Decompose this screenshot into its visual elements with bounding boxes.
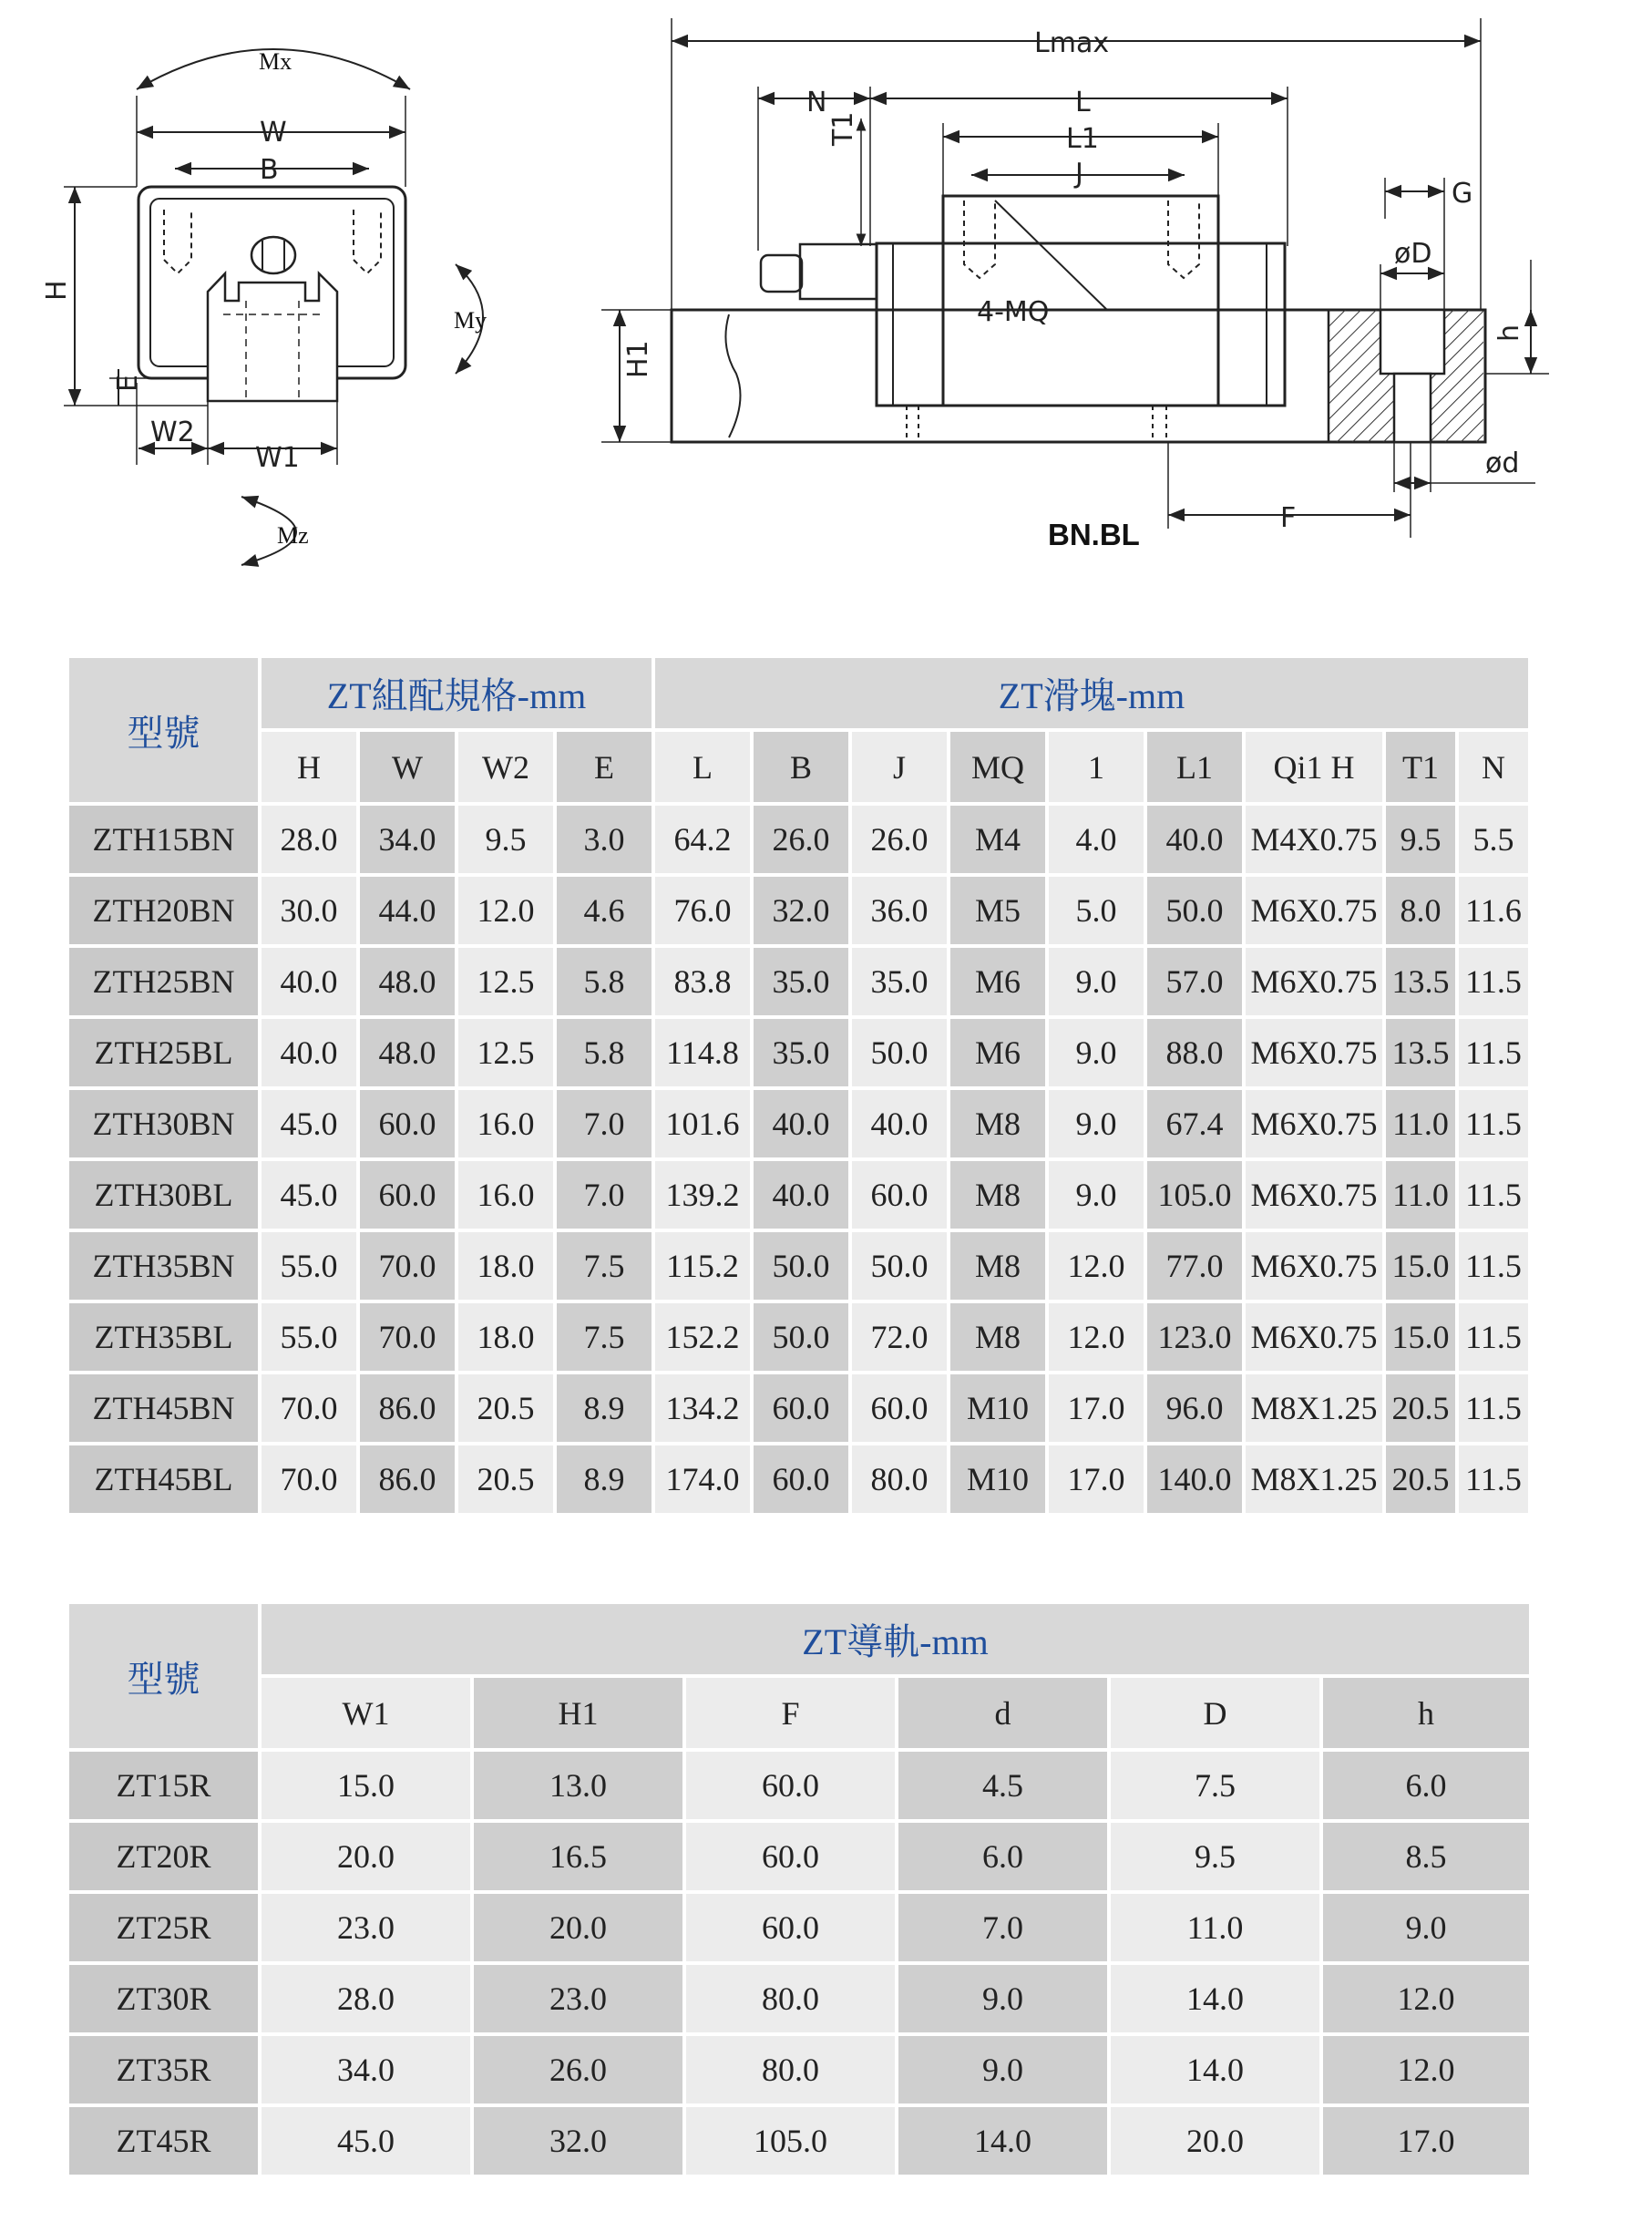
block-col-header: W2 [458, 732, 553, 802]
rail-model-header: 型號 [69, 1604, 258, 1748]
model-cell: ZT15R [69, 1752, 258, 1819]
table-cell: 12.0 [1323, 2036, 1529, 2103]
model-cell: ZTH35BN [69, 1232, 258, 1300]
table-row [69, 2036, 1529, 2103]
table-cell: 14.0 [898, 2107, 1107, 2175]
table-cell: 7.0 [898, 1894, 1107, 1961]
table-cell: 9.0 [898, 1965, 1107, 2032]
table-cell: 4.6 [557, 877, 652, 944]
table-cell: 23.0 [474, 1965, 682, 2032]
table-cell: 45.0 [262, 2107, 470, 2175]
table-cell: 48.0 [360, 1019, 455, 1086]
rail-col-header: F [686, 1678, 895, 1748]
table-cell: 57.0 [1147, 948, 1242, 1015]
table-row [69, 806, 1528, 873]
table-cell: 26.0 [852, 806, 947, 873]
block-col-header: Qi1 H [1246, 732, 1382, 802]
table-cell: 50.0 [852, 1019, 947, 1086]
table-cell: 7.5 [1111, 1752, 1319, 1819]
table-cell: 40.0 [754, 1161, 848, 1229]
table-cell: 16.5 [474, 1823, 682, 1890]
model-cell: ZTH20BN [69, 877, 258, 944]
table-cell: 139.2 [655, 1161, 750, 1229]
table-cell: M6X0.75 [1246, 1090, 1382, 1157]
table-cell: 101.6 [655, 1090, 750, 1157]
table-cell: 15.0 [1386, 1303, 1455, 1371]
table-cell: 60.0 [686, 1894, 895, 1961]
table-cell: 40.0 [754, 1090, 848, 1157]
table-cell: 9.0 [1049, 1090, 1144, 1157]
table-cell: 70.0 [262, 1374, 356, 1442]
label-od: øD [1394, 238, 1432, 270]
table-cell: 152.2 [655, 1303, 750, 1371]
table-cell: 83.8 [655, 948, 750, 1015]
table-cell: 26.0 [474, 2036, 682, 2103]
label-w1: W1 [255, 442, 300, 474]
table-cell: 11.5 [1459, 1019, 1528, 1086]
table-cell: 8.9 [557, 1374, 652, 1442]
label-b: B [260, 154, 279, 186]
table-cell: 11.0 [1111, 1894, 1319, 1961]
table-cell: M6 [950, 1019, 1045, 1086]
table-cell: 18.0 [458, 1303, 553, 1371]
model-header: 型號 [69, 658, 258, 802]
model-cell: ZTH15BN [69, 806, 258, 873]
table-cell: 16.0 [458, 1161, 553, 1229]
table-cell: 12.0 [1049, 1303, 1144, 1371]
label-h-small: h [1493, 324, 1525, 342]
table-cell: 17.0 [1323, 2107, 1529, 2175]
table-cell: M8 [950, 1161, 1045, 1229]
table-cell: 45.0 [262, 1090, 356, 1157]
label-l1: L1 [1066, 123, 1099, 155]
table-cell: 60.0 [754, 1445, 848, 1513]
table-cell: 64.2 [655, 806, 750, 873]
table-cell: 11.5 [1459, 1303, 1528, 1371]
rail-column-header-row [69, 1678, 1529, 1748]
table-cell: 55.0 [262, 1303, 356, 1371]
table-cell: 13.5 [1386, 1019, 1455, 1086]
group-rail-header: ZT導軌-mm [262, 1604, 1529, 1674]
table-cell: M6 [950, 948, 1045, 1015]
table-cell: 60.0 [360, 1090, 455, 1157]
table-row [69, 1019, 1528, 1086]
table-cell: 77.0 [1147, 1232, 1242, 1300]
table-cell: 13.5 [1386, 948, 1455, 1015]
table-cell: 80.0 [852, 1445, 947, 1513]
table-cell: 6.0 [1323, 1752, 1529, 1819]
table-cell: 9.0 [1049, 1019, 1144, 1086]
rail-col-header: d [898, 1678, 1107, 1748]
table-cell: 72.0 [852, 1303, 947, 1371]
model-cell: ZT45R [69, 2107, 258, 2175]
model-cell: ZTH45BN [69, 1374, 258, 1442]
table-cell: 4.5 [898, 1752, 1107, 1819]
block-col-header: W [360, 732, 455, 802]
table-cell: 70.0 [262, 1445, 356, 1513]
table-cell: 50.0 [754, 1303, 848, 1371]
table-cell: 9.0 [1049, 948, 1144, 1015]
table-row [69, 1090, 1528, 1157]
table-row [69, 877, 1528, 944]
table-cell: 12.0 [1323, 1965, 1529, 2032]
table-cell: M8 [950, 1303, 1045, 1371]
label-od-small: ød [1485, 447, 1520, 479]
block-col-header: N [1459, 732, 1528, 802]
table-cell: 12.5 [458, 948, 553, 1015]
block-col-header: 1 [1049, 732, 1144, 802]
table-cell: 9.5 [1386, 806, 1455, 873]
table-cell: 23.0 [262, 1894, 470, 1961]
model-cell: ZTH30BN [69, 1090, 258, 1157]
table-cell: 114.8 [655, 1019, 750, 1086]
table-cell: 35.0 [852, 948, 947, 1015]
table-cell: M6X0.75 [1246, 1232, 1382, 1300]
table-cell: 60.0 [754, 1374, 848, 1442]
table-cell: 20.5 [458, 1374, 553, 1442]
model-cell: ZT25R [69, 1894, 258, 1961]
table-cell: 11.5 [1459, 1374, 1528, 1442]
table-cell: 11.5 [1459, 1090, 1528, 1157]
table-cell: 44.0 [360, 877, 455, 944]
table-cell: 123.0 [1147, 1303, 1242, 1371]
table-cell: 15.0 [1386, 1232, 1455, 1300]
table-cell: M8 [950, 1090, 1045, 1157]
table-cell: 7.5 [557, 1303, 652, 1371]
column-header-row [69, 732, 1528, 802]
table-cell: 70.0 [360, 1232, 455, 1300]
table-row [69, 1374, 1528, 1442]
table-cell: M10 [950, 1374, 1045, 1442]
group-assembly-header: ZT組配規格-mm [262, 658, 652, 728]
table-cell: 12.0 [1049, 1232, 1144, 1300]
table-cell: 8.5 [1323, 1823, 1529, 1890]
table-cell: M6X0.75 [1246, 948, 1382, 1015]
table-cell: M10 [950, 1445, 1045, 1513]
table-cell: 11.5 [1459, 1445, 1528, 1513]
table-cell: 35.0 [754, 1019, 848, 1086]
table-cell: 7.0 [557, 1090, 652, 1157]
rail-col-header: D [1111, 1678, 1319, 1748]
table-cell: 9.0 [898, 2036, 1107, 2103]
table-cell: 7.0 [557, 1161, 652, 1229]
table-cell: 5.5 [1459, 806, 1528, 873]
block-col-header: L1 [1147, 732, 1242, 802]
technical-drawing [0, 0, 1652, 602]
table-cell: 96.0 [1147, 1374, 1242, 1442]
table-row [69, 1445, 1528, 1513]
table-cell: 11.6 [1459, 877, 1528, 944]
table-cell: 9.5 [1111, 1823, 1319, 1890]
table-cell: 11.5 [1459, 1161, 1528, 1229]
table-cell: 20.0 [1111, 2107, 1319, 2175]
table-row [69, 1232, 1528, 1300]
table-cell: 20.0 [474, 1894, 682, 1961]
table-cell: 13.0 [474, 1752, 682, 1819]
table-cell: 11.0 [1386, 1161, 1455, 1229]
table-cell: 50.0 [852, 1232, 947, 1300]
table-cell: 9.0 [1049, 1161, 1144, 1229]
table-cell: M6X0.75 [1246, 1019, 1382, 1086]
table-cell: 6.0 [898, 1823, 1107, 1890]
table-cell: 14.0 [1111, 1965, 1319, 2032]
table-cell: 48.0 [360, 948, 455, 1015]
group-block-header: ZT滑塊-mm [655, 658, 1528, 728]
table-cell: 55.0 [262, 1232, 356, 1300]
block-col-header: J [852, 732, 947, 802]
table-cell: 5.8 [557, 1019, 652, 1086]
table-cell: 4.0 [1049, 806, 1144, 873]
model-cell: ZTH25BL [69, 1019, 258, 1086]
table-cell: 60.0 [686, 1752, 895, 1819]
table-cell: 32.0 [754, 877, 848, 944]
table-cell: 20.5 [458, 1445, 553, 1513]
table-cell: 60.0 [852, 1161, 947, 1229]
table-cell: 9.0 [1323, 1894, 1529, 1961]
model-cell: ZTH30BL [69, 1161, 258, 1229]
table-cell: 18.0 [458, 1232, 553, 1300]
table-row [69, 2107, 1529, 2175]
model-cell: ZTH45BL [69, 1445, 258, 1513]
label-f: F [1280, 502, 1297, 534]
rail-col-header: H1 [474, 1678, 682, 1748]
table-cell: 174.0 [655, 1445, 750, 1513]
table-cell: 40.0 [1147, 806, 1242, 873]
label-n: N [806, 87, 827, 118]
table-cell: 12.5 [458, 1019, 553, 1086]
table-row [69, 1894, 1529, 1961]
table-cell: 45.0 [262, 1161, 356, 1229]
label-mx: Mx [259, 48, 292, 75]
label-w: W [260, 117, 287, 149]
table-cell: 105.0 [1147, 1161, 1242, 1229]
table-row [69, 1303, 1528, 1371]
table-cell: 5.0 [1049, 877, 1144, 944]
model-cell: ZTH35BL [69, 1303, 258, 1371]
table-cell: 80.0 [686, 1965, 895, 2032]
model-cell: ZT35R [69, 2036, 258, 2103]
table-cell: M6X0.75 [1246, 1161, 1382, 1229]
table-cell: 67.4 [1147, 1090, 1242, 1157]
label-h: H [41, 280, 73, 301]
block-col-header: H [262, 732, 356, 802]
table-cell: 11.0 [1386, 1090, 1455, 1157]
table-cell: M8 [950, 1232, 1045, 1300]
table-cell: 7.5 [557, 1232, 652, 1300]
label-mz: Mz [277, 522, 309, 549]
block-col-header: MQ [950, 732, 1045, 802]
table-row [69, 948, 1528, 1015]
table-cell: 34.0 [262, 2036, 470, 2103]
table-cell: M8X1.25 [1246, 1374, 1382, 1442]
table-cell: 36.0 [852, 877, 947, 944]
table-cell: M4X0.75 [1246, 806, 1382, 873]
table-cell: 86.0 [360, 1445, 455, 1513]
table-cell: 17.0 [1049, 1445, 1144, 1513]
table-cell: 11.5 [1459, 1232, 1528, 1300]
table-cell: 134.2 [655, 1374, 750, 1442]
table-cell: 50.0 [754, 1232, 848, 1300]
table-cell: 35.0 [754, 948, 848, 1015]
table-cell: 105.0 [686, 2107, 895, 2175]
table-cell: 76.0 [655, 877, 750, 944]
rail-col-header: W1 [262, 1678, 470, 1748]
table-cell: M5 [950, 877, 1045, 944]
table-cell: 140.0 [1147, 1445, 1242, 1513]
label-my: My [454, 307, 487, 334]
block-col-header: E [557, 732, 652, 802]
table-row [69, 1752, 1529, 1819]
model-cell: ZT20R [69, 1823, 258, 1890]
model-cell: ZTH25BN [69, 948, 258, 1015]
block-col-header: T1 [1386, 732, 1455, 802]
table-cell: M4 [950, 806, 1045, 873]
table-cell: 88.0 [1147, 1019, 1242, 1086]
label-e: E [112, 375, 144, 392]
table-cell: 11.5 [1459, 948, 1528, 1015]
table-cell: 34.0 [360, 806, 455, 873]
table-cell: 20.5 [1386, 1374, 1455, 1442]
table-cell: 30.0 [262, 877, 356, 944]
table-cell: 9.5 [458, 806, 553, 873]
table-cell: 5.8 [557, 948, 652, 1015]
table-cell: 20.5 [1386, 1445, 1455, 1513]
drawing-caption: BN.BL [1048, 518, 1140, 551]
table-cell: 60.0 [852, 1374, 947, 1442]
table-cell: 32.0 [474, 2107, 682, 2175]
table-row [69, 1965, 1529, 2032]
rail-col-header: h [1323, 1678, 1529, 1748]
table-row [69, 1161, 1528, 1229]
table-cell: 60.0 [360, 1161, 455, 1229]
table-cell: 80.0 [686, 2036, 895, 2103]
table-cell: 28.0 [262, 1965, 470, 2032]
table-cell: M6X0.75 [1246, 1303, 1382, 1371]
rail-spec-table [66, 1600, 1533, 2178]
table-cell: 8.0 [1386, 877, 1455, 944]
table-cell: 50.0 [1147, 877, 1242, 944]
block-col-header: B [754, 732, 848, 802]
table-cell: 26.0 [754, 806, 848, 873]
table-cell: 115.2 [655, 1232, 750, 1300]
table-cell: 40.0 [262, 1019, 356, 1086]
table-cell: 40.0 [262, 948, 356, 1015]
table-cell: 8.9 [557, 1445, 652, 1513]
table-cell: 15.0 [262, 1752, 470, 1819]
label-t1: T1 [827, 111, 859, 146]
label-w2: W2 [150, 417, 195, 448]
table-cell: 3.0 [557, 806, 652, 873]
table-cell: 60.0 [686, 1823, 895, 1890]
table-cell: 14.0 [1111, 2036, 1319, 2103]
table-cell: M6X0.75 [1246, 877, 1382, 944]
table-cell: 12.0 [458, 877, 553, 944]
table-cell: 86.0 [360, 1374, 455, 1442]
table-cell: 20.0 [262, 1823, 470, 1890]
label-j: J [1075, 158, 1083, 190]
table-cell: 40.0 [852, 1090, 947, 1157]
table-cell: 16.0 [458, 1090, 553, 1157]
label-4mq: 4-MQ [977, 296, 1050, 328]
model-cell: ZT30R [69, 1965, 258, 2032]
block-spec-table [66, 654, 1532, 1517]
table-cell: 17.0 [1049, 1374, 1144, 1442]
table-cell: M8X1.25 [1246, 1445, 1382, 1513]
block-col-header: L [655, 732, 750, 802]
label-l: L [1075, 87, 1091, 118]
label-lmax: Lmax [1034, 27, 1110, 59]
label-g: G [1452, 178, 1473, 210]
label-h1: H1 [622, 340, 654, 378]
table-cell: 28.0 [262, 806, 356, 873]
table-row [69, 1823, 1529, 1890]
table-cell: 70.0 [360, 1303, 455, 1371]
